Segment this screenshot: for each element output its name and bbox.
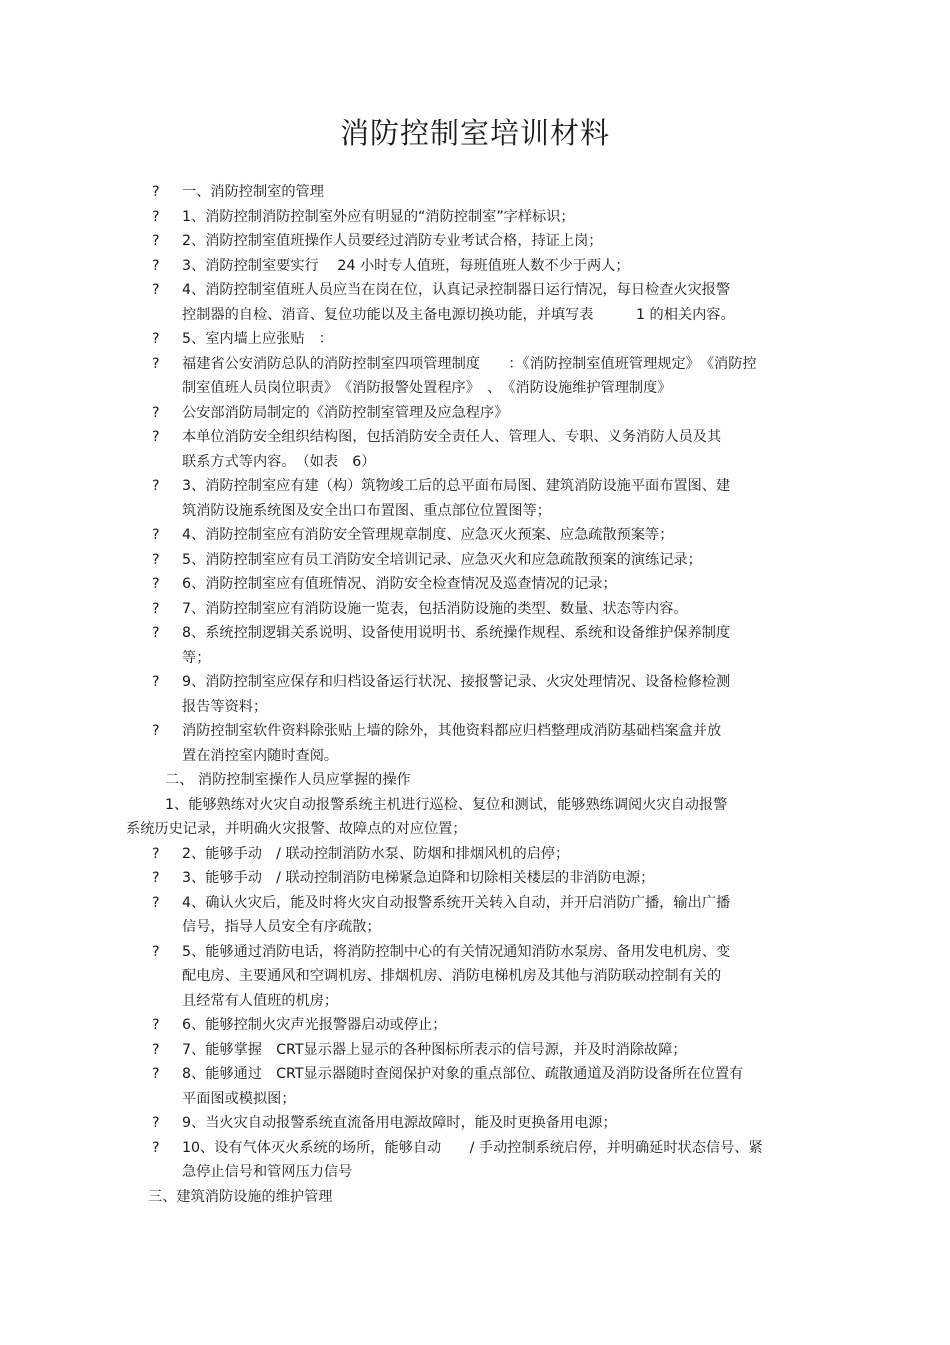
list-item [0, 474, 950, 523]
bullet-glyph: ? [152, 845, 160, 862]
list-item-line: 等； [182, 649, 211, 666]
list-item [0, 229, 950, 254]
section-heading-facility-maintenance: 三、建筑消防设施的维护管理 [148, 1188, 333, 1205]
list-item [0, 940, 950, 1014]
list-item-line: 本单位消防安全组织结构图，包括消防安全责任人、管理人、专职、义务消防人员及其 [182, 429, 722, 445]
bullet-glyph: ? [152, 527, 160, 543]
list-item-line: 3、消防控制室应有建（构）筑物竣工后的总平面布局图、建筑消防设施平面布置图、建 [182, 478, 731, 494]
list-item-line: 4、消防控制室值班人员应当在岗在位，认真记录控制器日运行情况，每日检查火灾报警 [182, 282, 731, 298]
list-item-line: 4、确认火灾后，能及时将火灾自动报警系统开关转入自动，并开启消防广播，输出广播 [182, 894, 731, 911]
bullet-glyph: ? [152, 576, 160, 592]
list-item [0, 621, 950, 670]
paragraph-operator-skill-1 [0, 793, 950, 842]
list-item-line: 信号，指导人员安全有序疏散； [182, 919, 381, 935]
list-item [0, 670, 950, 719]
list-item [0, 523, 950, 548]
bullet-glyph: ? [152, 625, 160, 641]
bullet-glyph: ? [152, 1017, 160, 1033]
list-item [0, 1136, 950, 1185]
list-item-line: 平面图或模拟图； [182, 1090, 296, 1107]
document-body [0, 180, 950, 1209]
list-item-line: 10、设有气体灭火系统的场所，能够自动 / 手动控制系统启停，并明确延时状态信号、紧 [182, 1139, 763, 1156]
list-item [0, 254, 950, 279]
list-item-line: 制室值班人员岗位职责》 《消防报警处置程序》 、 《消防设施维护管理制度》 [182, 380, 672, 396]
list-item-line: 6、能够控制火灾声光报警器启动或停止； [182, 1017, 447, 1033]
list-item-line: 2、能够手动 / 联动控制消防水泵、防烟和排烟风机的启停； [182, 845, 570, 862]
list-item-line: 8、能够通过 CRT显示器随时查阅保护对象的重点部位、疏散通道及消防设备所在位置有 [182, 1066, 744, 1082]
list-item-line: 9、消防控制室应保存和归档设备运行状况、接报警记录、火灾处理情况、设备检修检测 [182, 674, 731, 690]
bullet-glyph: ? [152, 404, 160, 421]
bullet-glyph: ? [152, 894, 160, 911]
bullet-glyph: ? [152, 870, 160, 886]
paragraph-line: 1、能够熟练对火灾自动报警系统主机进行巡检、复位和测试，能够熟练调阅火灾自动报警 [165, 796, 728, 813]
list-item [0, 866, 950, 891]
bullet-glyph: ? [152, 478, 160, 494]
list-item-line: 福建省公安消防总队的消防控制室四项管理制度 ：《消防控制室值班管理规定》 《消防控 [182, 355, 757, 372]
bullet-glyph: ? [152, 1115, 160, 1131]
list-item [0, 425, 950, 474]
bullet-glyph: ? [152, 257, 160, 274]
list-item [0, 1062, 950, 1111]
list-item-line: 9、当火灾自动报警系统直流备用电源故障时，能及时更换备用电源； [182, 1115, 617, 1131]
list-item-line: 3、消防控制室要实行 24 小时专人值班，每班值班人数不少于两人； [182, 257, 630, 274]
section-operator-skills [0, 842, 950, 1185]
bullet-glyph: ? [152, 551, 160, 568]
bullet-glyph: ? [152, 282, 160, 298]
bullet-glyph: ? [152, 723, 160, 739]
list-item [0, 842, 950, 867]
list-item [0, 891, 950, 940]
bullet-glyph: ? [152, 233, 160, 249]
list-item-line: 公安部消防局制定的《消防控制室管理及应急程序》 [182, 404, 509, 421]
list-item-line: 联系方式等内容。 （如表 6） [182, 453, 376, 470]
bullet-glyph: ? [152, 1041, 160, 1058]
list-item [0, 1111, 950, 1136]
list-item [0, 205, 950, 230]
bullet-glyph: ? [152, 1066, 160, 1082]
list-item-line: 5、消防控制室应有员工消防安全培训记录、应急灭火和应急疏散预案的演练记录； [182, 551, 702, 568]
section-fire-control-room-management [0, 180, 950, 768]
list-item [0, 327, 950, 352]
list-item-line: 6、消防控制室应有值班情况、消防安全检查情况及巡查情况的记录； [182, 576, 617, 592]
list-item-line: 4、消防控制室应有消防安全管理规章制度、应急灭火预案、应急疏散预案等； [182, 527, 674, 543]
bullet-glyph: ? [152, 355, 160, 372]
list-item [0, 352, 950, 401]
list-item [0, 597, 950, 622]
list-item-line: 置在消控室内随时查阅。 [182, 747, 339, 764]
list-item [0, 401, 950, 426]
bullet-glyph: ? [152, 1139, 160, 1156]
list-item [0, 1038, 950, 1063]
list-item-line: 消防控制室软件资料除张贴上墙的除外，其他资料都应归档整理成消防基础档案盒并放 [182, 723, 722, 739]
list-item [0, 548, 950, 573]
paragraph-line: 系统历史记录，并明确火灾报警、故障点的对应位置； [126, 821, 467, 837]
list-item-line: 且经常有人值班的机房； [182, 992, 339, 1009]
bullet-glyph: ? [152, 429, 160, 445]
list-item-line: 2、消防控制室值班操作人员要经过消防专业考试合格，持证上岗； [182, 233, 603, 249]
bullet-glyph: ? [152, 184, 160, 200]
list-item [0, 278, 950, 327]
list-item-line: 筑消防设施系统图及安全出口布置图、重点部位位置图等； [182, 502, 551, 519]
list-item-line: 5、能够通过消防电话，将消防控制中心的有关情况通知消防水泵房、备用发电机房、变 [182, 943, 731, 960]
list-item [0, 180, 950, 205]
bullet-glyph: ? [152, 943, 160, 960]
list-item-line: 1、消防控制消防控制室外应有明显的“消防控制室”字样标识； [182, 208, 575, 225]
list-item [0, 572, 950, 597]
list-item [0, 1013, 950, 1038]
list-item-line: 急停止信号和管网压力信号 [182, 1164, 353, 1180]
document-title: 消防控制室培训材料 [339, 116, 610, 150]
list-item-line: 7、能够掌握 CRT显示器上显示的各种图标所表示的信号源，并及时消除故障； [182, 1041, 687, 1058]
list-item [0, 719, 950, 768]
bullet-glyph: ? [152, 208, 160, 225]
bullet-glyph: ? [152, 331, 160, 347]
section-heading-operator-skills: 二、 消防控制室操作人员应掌握的操作 [165, 772, 411, 788]
list-item-line: 7、消防控制室应有消防设施一览表，包括消防设施的类型、数量、状态等内容。 [182, 600, 688, 617]
list-item-line: 8、系统控制逻辑关系说明、设备使用说明书、系统操作规程、系统和设备维护保养制度 [182, 625, 731, 641]
list-item-line: 3、能够手动 / 联动控制消防电梯紧急迫降和切除相关楼层的非消防电源； [182, 870, 655, 886]
bullet-glyph: ? [152, 600, 160, 617]
list-item-line: 5、室内墙上应张贴 ： [182, 331, 333, 347]
list-item-line: 报告等资料； [182, 698, 268, 715]
list-item-line: 控制器的自检、消音、复位功能以及主备电源切换功能，并填写表 1 的相关内容。 [182, 306, 735, 323]
bullet-glyph: ? [152, 674, 160, 690]
list-item-line: 配电房、主要通风和空调机房、排烟机房、消防电梯机房及其他与消防联动控制有关的 [182, 968, 722, 984]
list-item-line: 一、消防控制室的管理 [182, 184, 324, 200]
